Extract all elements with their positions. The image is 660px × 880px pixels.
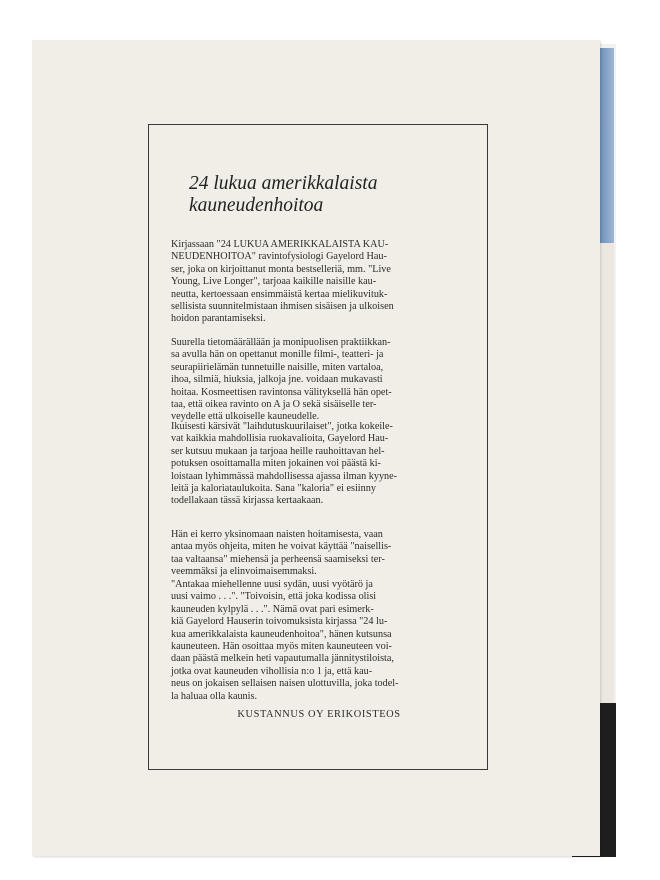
- description-paragraph-1: Kirjassaan "24 LUKUA AMERIKKALAISTA KAU- NEUDENHOITOA" ravintofysiologi Gayelord Hau- ser, joka on kirjoittanut monta bestselleriä, mm. "Live Young, Live Longer", tarjoaa kaikille naisille kau- neutta, kertoessaan ensimmäistä kertaa mielikuvituk- sellisista suunnitelmistaan ihmisen sisäisen ja ulkoisen hoidon parantamiseksi.: [171, 239, 394, 325]
- description-paragraph-4: Hän ei kerro yksinomaan naisten hoitamisesta, vaan antaa myös ohjeita, miten he voivat käyttää "naisellis- taa valtaansa" miehensä ja perheensä saamiseksi ter- veemmäksi ja elinvoimaisemmaksi.: [171, 529, 392, 578]
- title-line-1: 24 lukua amerikkalaista: [189, 173, 378, 194]
- description-paragraph-3: Ikuisesti kärsivät "laihdutuskuurilaiset", jotka kokeile- vat kaikkia mahdollisia ruokavalioita, Gayelord Hau- ser kutsuu mukaan ja tarjoaa heille rauhoittavan hel- potuksen osoittamalla miten jokainen voi päästä ki- loistaan lyhimmässä mahdollisessa ajassa ilman kyyne- leitä ja kaloriataulukoita. Sana "kaloria" ei esiinny todellakaan tässä kirjassa kertaakaan.: [171, 421, 398, 507]
- description-paragraph-5: "Antakaa miehellenne uusi sydän, uusi vyötärö ja uusi vaimo . . .". "Toivoisin, että joka kodissa olisi kauneuden kylpylä . . .". Nämä ovat pari esimerk- kiä Gayelord Hauserin toivomuksista kirjassa "24 lu- kua amerikkalaista kauneudenhoitoa", hänen kutsunsa kauneuteen. Hän osoittaa myös miten kauneuteen voi- daan päästä melkein heti vapautumalla jännitystiloista, jotka ovat kauneuden vihollisia n:o 1 ja, että kau- neus on jokaisen sellaisen naisen ulottuvilla, joka todel- la haluaa olla kaunis.: [171, 579, 399, 702]
- text-frame: [148, 124, 488, 770]
- spine-blue-band: [600, 48, 614, 243]
- publisher-name: KUSTANNUS OY ERIKOISTEOS: [237, 709, 401, 720]
- description-paragraph-2: Suurella tietomäärällään ja monipuolisen praktiikkan- sa avulla hän on opettanut monille filmi-, teatteri- ja seurapiirielämän tunnetuille naisille, miten vartaloa, ihoa, silmiä, hiuksia, jalkoja jne. voidaan mukavasti hoitaa. Kosmeettisen ravintonsa välityksellä hän opet- taa, että oikea ravinto on A ja O sekä sisäiselle ter- veydelle että ulkoiselle kauneudelle.: [171, 337, 392, 423]
- title-line-2: kauneudenhoitoa: [189, 195, 324, 216]
- book-title: [189, 173, 469, 217]
- book-back-cover: [32, 40, 600, 856]
- spine-light-band: [600, 243, 614, 703]
